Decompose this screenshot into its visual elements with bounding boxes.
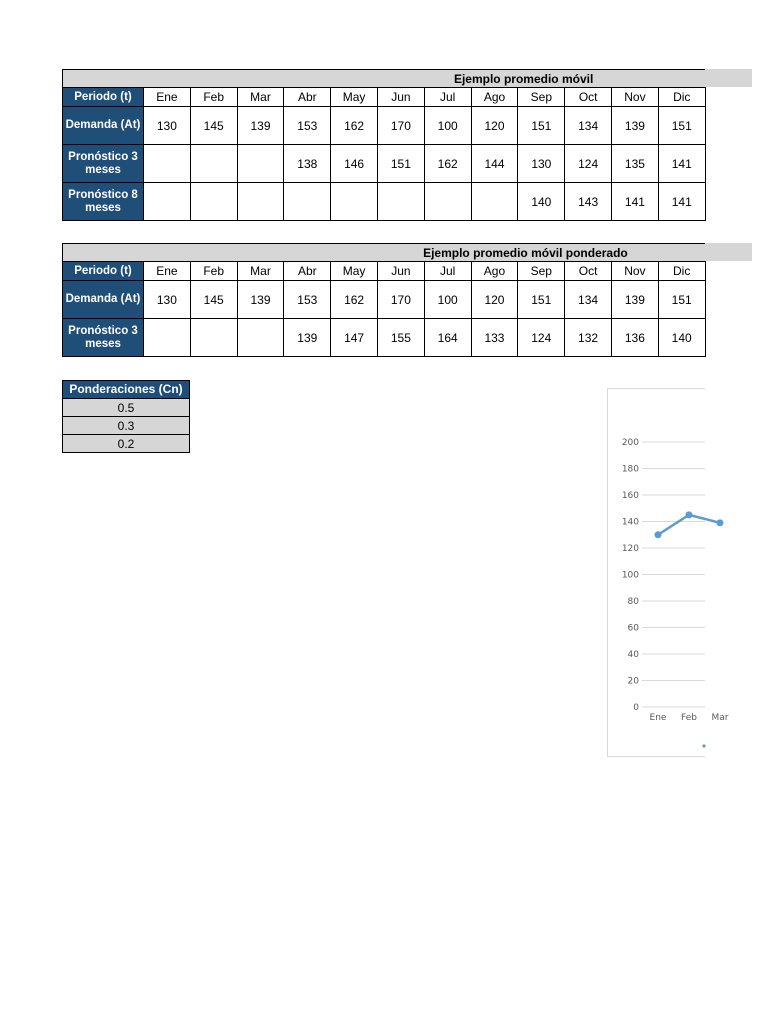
table-cell[interactable]: 151 (377, 145, 424, 183)
row-label: Pronóstico 3 meses (63, 319, 144, 357)
data-point (717, 519, 724, 526)
x-tick-label: Feb (681, 713, 697, 723)
table-cell[interactable]: 138 (284, 145, 331, 183)
table-cell[interactable] (331, 183, 378, 221)
weight-value: 0.3 (63, 417, 190, 435)
table-cell[interactable]: 120 (471, 107, 518, 145)
month-header: Nov (611, 262, 658, 281)
y-tick-label: 100 (621, 570, 639, 581)
table-cell[interactable]: 139 (612, 107, 659, 145)
table-cell[interactable]: 124 (565, 145, 612, 183)
y-tick-label: 140 (621, 517, 639, 528)
month-header: Oct (565, 262, 612, 281)
table-row (63, 145, 706, 183)
y-tick-label: 60 (627, 623, 639, 634)
y-tick-label: 180 (621, 464, 639, 475)
table-cell[interactable]: 120 (471, 281, 518, 319)
y-tick-label: 20 (627, 676, 639, 687)
table-cell[interactable]: 162 (331, 107, 378, 145)
y-tick-label: 200 (621, 438, 639, 448)
month-header: Oct (565, 88, 612, 107)
row-label: Pronóstico 3 meses (63, 145, 144, 183)
table-title: Ejemplo promedio móvil ponderado (471, 244, 705, 262)
month-header: May (331, 88, 378, 107)
table-cell[interactable]: 153 (284, 107, 331, 145)
table-cell[interactable]: 139 (611, 281, 658, 319)
month-header: Jul (424, 88, 471, 107)
table-cell[interactable]: 151 (658, 107, 705, 145)
table-title-row (63, 244, 706, 262)
table-cell[interactable] (237, 145, 284, 183)
table-cell[interactable]: 141 (658, 145, 705, 183)
weighted-moving-average-table (62, 243, 706, 357)
x-tick-label: Ene (649, 713, 667, 723)
weights-header: Ponderaciones (Cn) (63, 381, 190, 399)
table-cell[interactable]: 145 (190, 281, 237, 319)
header-label: Periodo (t) (63, 88, 144, 107)
table-cell[interactable]: 135 (612, 145, 659, 183)
month-header: Abr (284, 262, 331, 281)
table-cell[interactable]: 133 (471, 319, 518, 357)
table-cell[interactable] (237, 183, 284, 221)
month-header: Feb (190, 88, 237, 107)
table-cell[interactable]: 124 (518, 319, 565, 357)
weight-value: 0.5 (63, 399, 190, 417)
table-cell[interactable] (190, 319, 237, 357)
table-cell[interactable]: 140 (658, 319, 705, 357)
table-cell[interactable]: 134 (565, 107, 612, 145)
month-header: Ene (144, 262, 191, 281)
table-cell[interactable] (471, 183, 518, 221)
row-label: Demanda (At) (63, 281, 144, 319)
table-cell[interactable]: 100 (424, 107, 471, 145)
y-tick-label: 120 (621, 544, 639, 554)
table-cell[interactable] (144, 183, 191, 221)
month-header: Jun (377, 262, 424, 281)
table-cell[interactable]: 162 (331, 281, 378, 319)
legend-marker (702, 744, 705, 747)
month-header: Abr (284, 88, 331, 107)
table-cell[interactable]: 141 (612, 183, 659, 221)
table-cell[interactable] (424, 183, 471, 221)
y-tick-label: 0 (633, 703, 639, 713)
month-header: Dic (658, 88, 705, 107)
demand-chart[interactable] (607, 388, 729, 757)
x-tick-label: Mar (711, 713, 729, 723)
column-extension (705, 69, 752, 87)
table-cell[interactable]: 132 (565, 319, 612, 357)
month-header: Ago (471, 262, 518, 281)
table-cell[interactable]: 140 (518, 183, 565, 221)
table-cell[interactable]: 162 (424, 145, 471, 183)
month-header: May (331, 262, 378, 281)
table-cell[interactable]: 145 (190, 107, 237, 145)
table-cell[interactable]: 130 (144, 281, 191, 319)
header-row (63, 88, 706, 107)
table-cell[interactable] (190, 145, 237, 183)
header-label: Periodo (t) (63, 262, 144, 281)
weight-value: 0.2 (63, 435, 190, 453)
table-cell[interactable]: 146 (331, 145, 378, 183)
table-title: Ejemplo promedio móvil (518, 70, 705, 88)
data-point (655, 531, 662, 538)
table-cell[interactable] (144, 145, 191, 183)
table-cell[interactable]: 170 (377, 107, 424, 145)
table-cell[interactable]: 139 (284, 319, 331, 357)
month-header: Dic (658, 262, 705, 281)
month-header: Ene (144, 88, 191, 107)
month-header: Jul (424, 262, 471, 281)
month-header: Jun (377, 88, 424, 107)
month-header: Feb (190, 262, 237, 281)
table-cell[interactable]: 100 (424, 281, 471, 319)
table-cell[interactable] (284, 183, 331, 221)
table-cell[interactable]: 143 (565, 183, 612, 221)
row-label: Pronóstico 8 meses (63, 183, 144, 221)
table-title-row (63, 70, 706, 88)
table-cell[interactable]: 155 (377, 319, 424, 357)
table-cell[interactable]: 170 (377, 281, 424, 319)
table-cell[interactable] (190, 183, 237, 221)
y-tick-label: 160 (621, 491, 639, 501)
data-point (686, 511, 693, 518)
table-cell[interactable]: 151 (518, 281, 565, 319)
table-cell[interactable]: 139 (237, 107, 284, 145)
y-tick-label: 40 (627, 650, 639, 660)
table-cell[interactable]: 151 (658, 281, 705, 319)
table-row (63, 319, 706, 357)
table-cell[interactable]: 153 (284, 281, 331, 319)
month-header: Nov (612, 88, 659, 107)
header-row (63, 262, 706, 281)
table-cell[interactable]: 130 (518, 145, 565, 183)
weights-table (62, 380, 190, 453)
month-header: Mar (237, 88, 284, 107)
month-header: Mar (237, 262, 284, 281)
table-cell[interactable]: 147 (331, 319, 378, 357)
table-cell[interactable]: 139 (237, 281, 284, 319)
table-cell[interactable] (144, 319, 191, 357)
column-extension (705, 243, 752, 261)
table-cell[interactable]: 134 (565, 281, 612, 319)
table-cell[interactable]: 151 (518, 107, 565, 145)
table-cell[interactable]: 130 (144, 107, 191, 145)
table-cell[interactable]: 136 (611, 319, 658, 357)
table-cell[interactable]: 144 (471, 145, 518, 183)
table-row (63, 183, 706, 221)
month-header: Ago (471, 88, 518, 107)
table-cell[interactable]: 141 (658, 183, 705, 221)
month-header: Sep (518, 88, 565, 107)
row-label: Demanda (At) (63, 107, 144, 145)
table-cell[interactable] (377, 183, 424, 221)
table-row (63, 281, 706, 319)
table-row (63, 107, 706, 145)
table-cell[interactable]: 164 (424, 319, 471, 357)
month-header: Sep (518, 262, 565, 281)
table-cell[interactable] (237, 319, 284, 357)
chart-plot (608, 389, 729, 756)
y-tick-label: 80 (627, 597, 639, 607)
moving-average-table (62, 69, 706, 221)
